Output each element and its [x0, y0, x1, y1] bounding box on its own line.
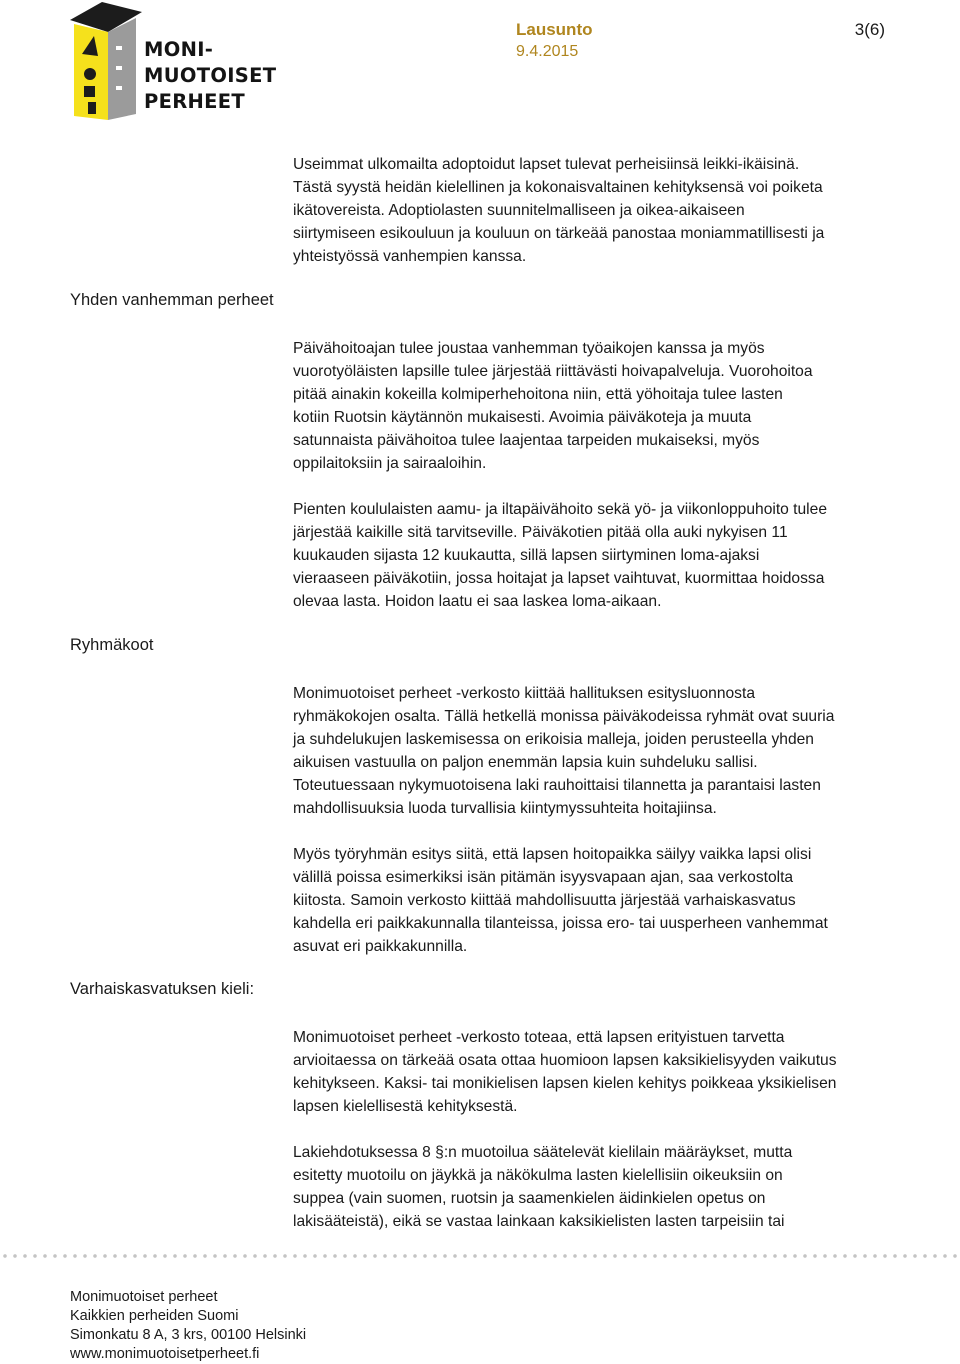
section-heading-language: Varhaiskasvatuksen kieli:: [70, 980, 255, 998]
text-line: Toteutuessaan nykymuotoisena laki rauhoittaisi tilannetta ja parantaisi lasten: [293, 777, 821, 794]
text-line: mahdollisuuksia luoda turvallisia kiintymyssuhteita hoitajiinsa.: [293, 800, 717, 817]
section-paragraph: [293, 1026, 898, 1118]
text-line: siirtymiseen esikouluun ja kouluun on tärkeää panostaa moniammatillisesti ja: [293, 225, 825, 242]
text-line: suppea (vain suomen, ruotsin ja saamenkielen äidinkielen opetus on: [293, 1190, 766, 1207]
text-line: lapsen kielellisestä kehityksestä.: [293, 1098, 518, 1115]
text-line: kehitykseen. Kaksi- tai monikielisen lapsen kielen kehitys poikkeaa yksikielisen: [293, 1075, 837, 1092]
text-line: vuorotyöläisten lapsille tulee järjestää riittävästi hoivapalveluja. Vuorohoitoa: [293, 363, 813, 380]
text-line: Monimuotoiset perheet -verkosto kiittää hallituksen esitysluonnosta: [293, 685, 755, 702]
footer-address: Simonkatu 8 A, 3 krs, 00100 Helsinki: [70, 1327, 307, 1343]
text-line: Lakiehdotuksessa 8 §:n muotoilua säätelevät kielilain määräykset, mutta: [293, 1144, 793, 1161]
text-line: ryhmäkokojen osalta. Tällä hetkellä monissa päiväkodeissa ryhmät ovat suuria: [293, 708, 835, 725]
text-line: järjestää kaikille sitä tarvitseville. Päiväkotien pitää olla auki nykyisen 11: [293, 524, 788, 541]
text-line: Tästä syystä heidän kielellinen ja kokonaisvaltainen kehityksensä voi poiketa: [293, 179, 823, 196]
text-line: pitää ainakin kokeilla kolmiperhehoitona niin, että yöhoitaja tulee lasten: [293, 386, 783, 403]
logo-circle-shape: [84, 68, 96, 80]
text-line: kahdella eri paikkakunnalla tilanteissa, joissa ero- tai uusperheen vanhemmat: [293, 915, 828, 932]
intro-paragraph: [293, 153, 898, 268]
text-line: vieraaseen päiväkotiin, jossa hoitajat ja lapset vaihtuvat, kuormittaa hoidossa: [293, 570, 825, 587]
text-line: välillä poissa esimerkiksi isän pitämän isyysvapaan ajan, saa verkostolta: [293, 869, 794, 886]
text-line: asuvat eri paikkakunnilla.: [293, 938, 468, 955]
page-number: 3(6): [854, 20, 885, 39]
logo-line: MONI-: [144, 38, 214, 61]
text-line: olevaa lasta. Hoidon laatu ei saa laskea loma-aikaan.: [293, 593, 662, 610]
text-line: aikuisen vastuulla on paljon enemmän lapsia kuin suhdeluku sallisi.: [293, 754, 758, 771]
text-line: arvioitaessa on tärkeää osata ottaa huomioon lapsen kaksikielisyyden vaikutus: [293, 1052, 837, 1069]
logo-door-shape: [88, 102, 96, 114]
document-date: 9.4.2015: [516, 43, 579, 60]
text-line: Myös työryhmän esitys siitä, että lapsen hoitopaikka säilyy vaikka lapsi olisi: [293, 846, 812, 863]
section-paragraph: [293, 1141, 898, 1233]
text-line: kotiin Ruotsin käytännön mukaisesti. Avoimia päiväkoteja ja muuta: [293, 409, 752, 426]
text-line: oppilaitoksiin ja sairaaloihin.: [293, 455, 487, 472]
section-paragraph: [293, 682, 898, 820]
footer-org-name: Monimuotoiset perheet: [70, 1289, 218, 1305]
text-line: Monimuotoiset perheet -verkosto toteaa, että lapsen erityistuen tarvetta: [293, 1029, 785, 1046]
section-paragraph: [293, 337, 898, 475]
text-line: kuukauden sijasta 12 kuukautta, sillä lapsen siirtyminen loma-ajaksi: [293, 547, 760, 564]
text-line: satunnaista päivähoitoa tulee laajentaa tarpeiden mukaiseksi, myös: [293, 432, 760, 449]
section-paragraph: [293, 843, 898, 958]
footer: [70, 1288, 306, 1364]
logo-wordmark: [144, 37, 276, 115]
section-heading-single-parent: Yhden vanhemman perheet: [70, 291, 274, 309]
logo-line: MUOTOISET: [144, 64, 277, 87]
logo-square-shape: [84, 86, 95, 97]
footer-website-link[interactable]: www.monimuotoisetperheet.fi: [70, 1346, 260, 1362]
footer-slogan: Kaikkien perheiden Suomi: [70, 1308, 239, 1324]
text-line: Päivähoitoajan tulee joustaa vanhemman työaikojen kanssa ja myös: [293, 340, 765, 357]
text-line: yhteistyössä vanhempien kanssa.: [293, 248, 527, 265]
logo-line: PERHEET: [144, 90, 245, 113]
text-line: ja suhdelukujen laskemisessa on erikoisia malleja, joiden perusteella yhden: [293, 731, 814, 748]
text-line: Pienten koululaisten aamu- ja iltapäivähoito sekä yö- ja viikonloppuhoito tulee: [293, 501, 827, 518]
section-paragraph: [293, 498, 898, 613]
text-line: lakisääteistä), eikä se vastaa lainkaan kaksikielisten lasten tarpeisiin tai: [293, 1213, 785, 1230]
section-heading-group-sizes: Ryhmäkoot: [70, 636, 154, 654]
text-line: ikätovereista. Adoptiolasten suunnitelmalliseen ja oikea-aikaiseen: [293, 202, 745, 219]
footer-dotted-divider: [0, 1253, 960, 1259]
text-line: Useimmat ulkomailta adoptoidut lapset tulevat perheisiinsä leikki-ikäisinä.: [293, 156, 800, 173]
text-line: kiitosta. Samoin verkosto kiittää mahdollisuutta järjestää varhaiskasvatus: [293, 892, 796, 909]
document-type: Lausunto: [516, 20, 593, 39]
text-line: esitetty muotoilu on jäykkä ja näkökulma lasten kielellisiin oikeuksiin on: [293, 1167, 783, 1184]
